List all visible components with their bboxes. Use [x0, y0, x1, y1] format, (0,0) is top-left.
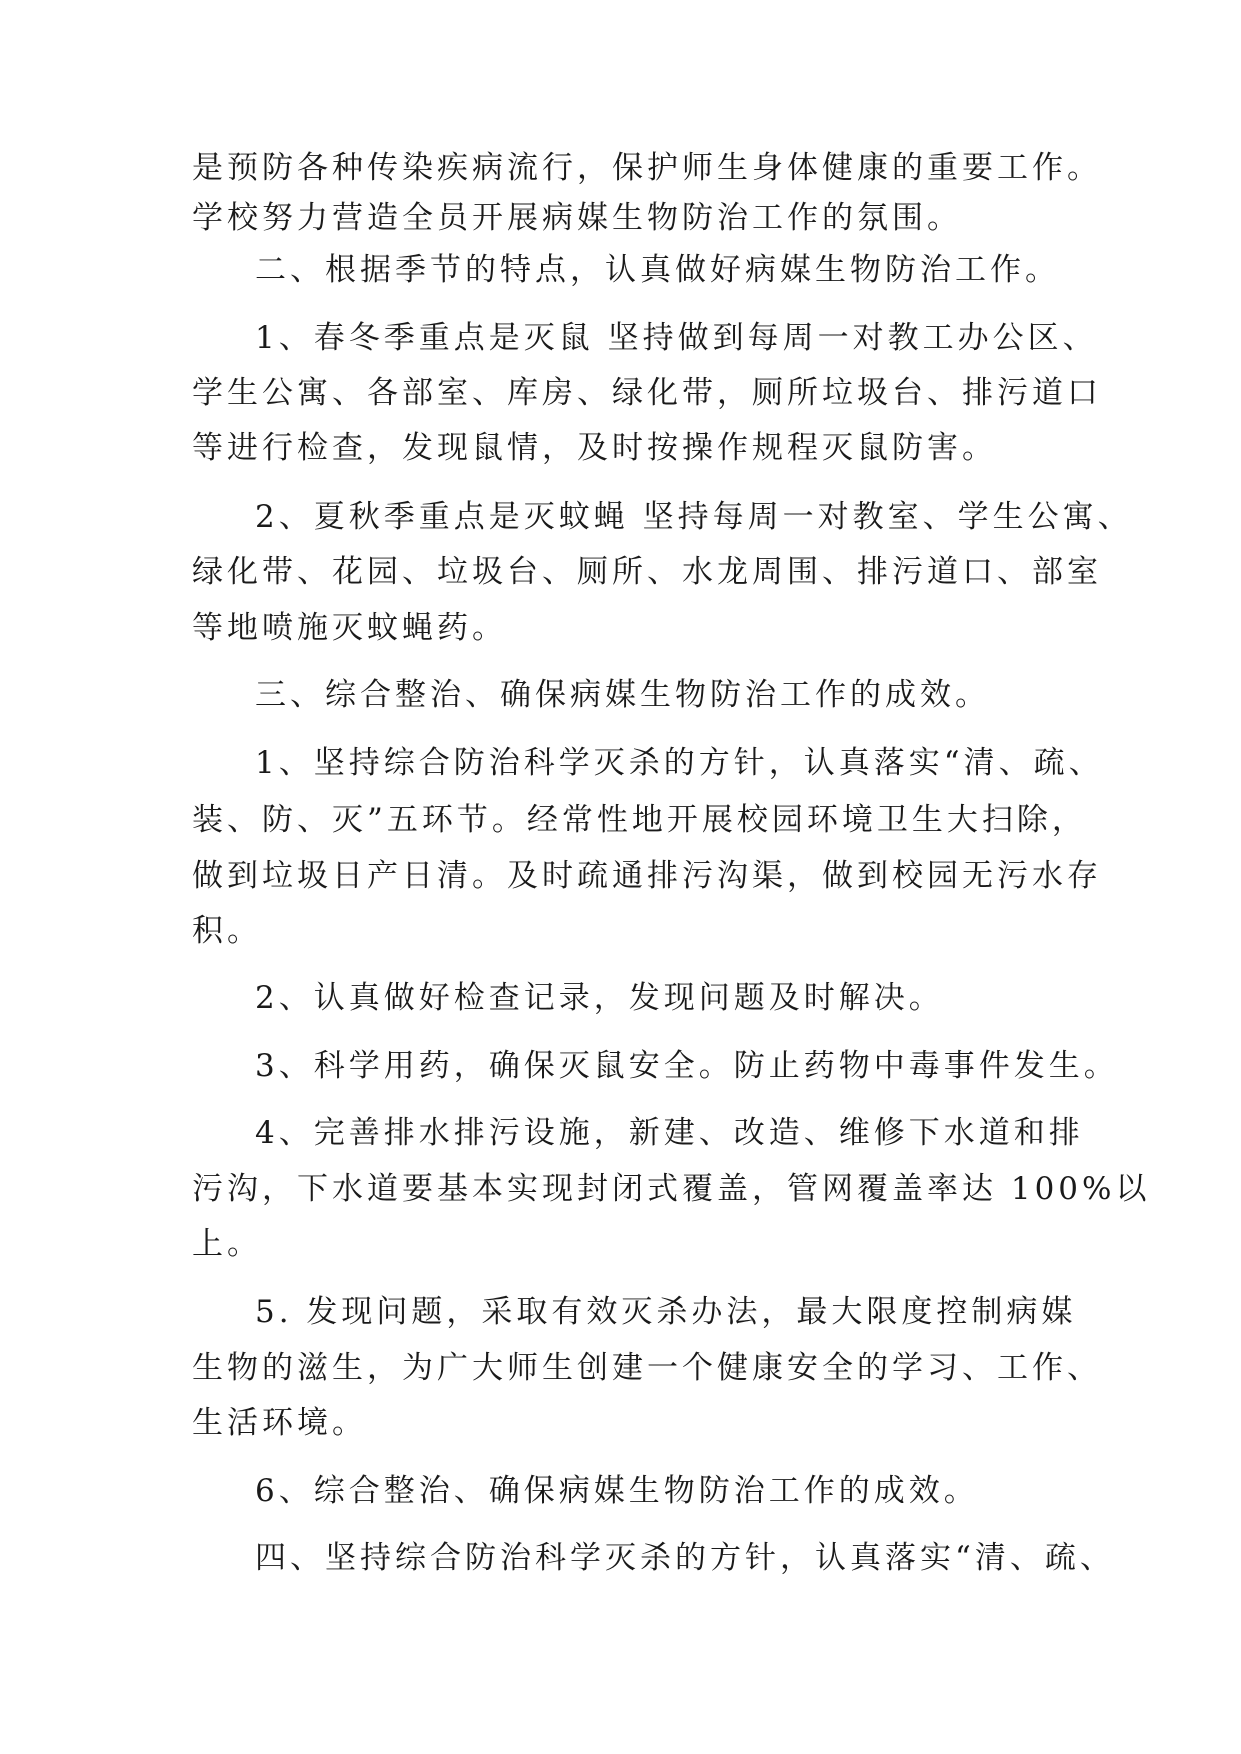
text-line: 做到垃圾日产日清。及时疏通排污沟渠，做到校园无污水存: [192, 858, 1102, 894]
text-line: 1、春冬季重点是灭鼠 坚持做到每周一对教工办公区、: [255, 320, 1098, 356]
text-line: 生活环境。: [192, 1405, 367, 1441]
section-heading: 二、根据季节的特点，认真做好病媒生物防治工作。: [255, 252, 1060, 288]
section-heading: 三、综合整治、确保病媒生物防治工作的成效。: [255, 677, 990, 713]
text-line: 等进行检查，发现鼠情，及时按操作规程灭鼠防害。: [192, 430, 997, 466]
text-line: 2、认真做好检查记录，发现问题及时解决。: [255, 980, 944, 1016]
text-line: 学生公寓、各部室、库房、绿化带，厕所垃圾台、排污道口: [192, 375, 1102, 411]
text-line: 生物的滋生，为广大师生创建一个健康安全的学习、工作、: [192, 1350, 1102, 1386]
text-line: 4、完善排水排污设施，新建、改造、维修下水道和排: [255, 1115, 1084, 1151]
text-line: 6、综合整治、确保病媒生物防治工作的成效。: [255, 1473, 979, 1509]
text-line: 积。: [192, 913, 262, 949]
text-line: 2、夏秋季重点是灭蚊蝇 坚持每周一对教室、学生公寓、: [255, 499, 1133, 535]
text-line: 是预防各种传染疾病流行，保护师生身体健康的重要工作。: [192, 150, 1102, 186]
text-line: 学校努力营造全员开展病媒生物防治工作的氛围。: [192, 200, 962, 236]
text-line: 污沟，下水道要基本实现封闭式覆盖，管网覆盖率达 100%以: [192, 1171, 1151, 1207]
text-line: 等地喷施灭蚊蝇药。: [192, 610, 507, 646]
text-line: 绿化带、花园、垃圾台、厕所、水龙周围、排污道口、部室: [192, 554, 1102, 590]
text-line: 上。: [192, 1226, 262, 1262]
section-heading: 四、坚持综合防治科学灭杀的方针，认真落实“清、疏、: [255, 1540, 1115, 1576]
text-line: 1、坚持综合防治科学灭杀的方针，认真落实“清、疏、: [255, 745, 1104, 781]
text-line: 3、科学用药，确保灭鼠安全。防止药物中毒事件发生。: [255, 1048, 1119, 1084]
text-line: 装、防、灭”五环节。经常性地开展校园环境卫生大扫除，: [192, 802, 1087, 838]
text-line: 5. 发现问题，采取有效灭杀办法，最大限度控制病媒: [255, 1294, 1077, 1330]
